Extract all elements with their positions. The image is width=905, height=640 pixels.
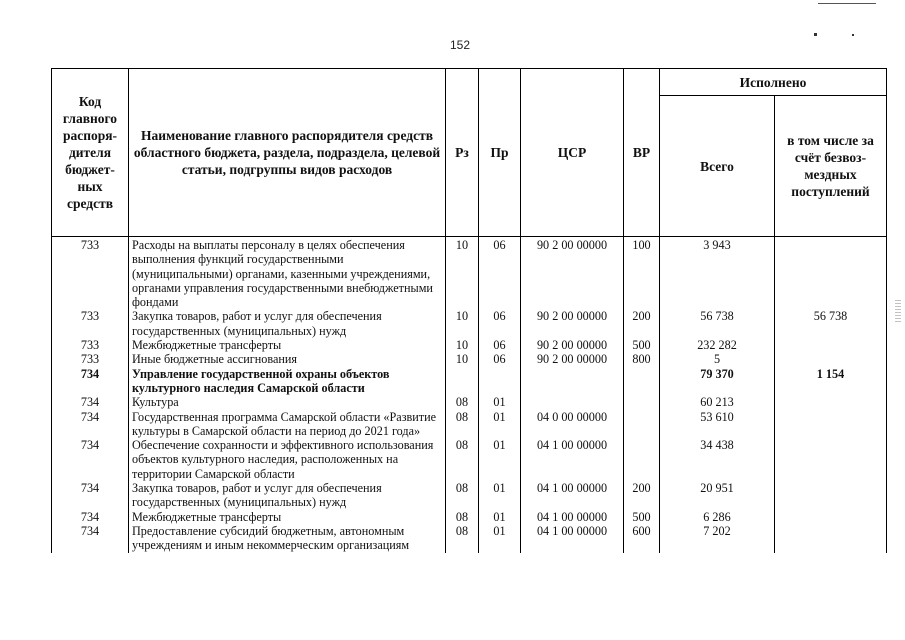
header-code: Код главного распоря-дителя бюджет-ных средств (52, 69, 129, 237)
cell-csr: 04 1 00 00000 (521, 510, 624, 524)
cell-rz (446, 367, 479, 396)
cell-csr (521, 395, 624, 409)
cell-vr: 200 (624, 481, 660, 510)
cell-rz: 10 (446, 309, 479, 338)
cell-code: 733 (52, 352, 129, 366)
cell-name: Закупка товаров, работ и услуг для обеспечения государственных (муниципальных) нужд (129, 481, 446, 510)
cell-code: 734 (52, 395, 129, 409)
cell-code: 734 (52, 481, 129, 510)
cell-csr: 90 2 00 00000 (521, 352, 624, 366)
scan-top-rule (818, 3, 876, 4)
cell-total: 7 202 (660, 524, 775, 553)
table-row (52, 237, 887, 310)
cell-csr: 90 2 00 00000 (521, 309, 624, 338)
cell-csr: 90 2 00 00000 (521, 338, 624, 352)
cell-vr: 100 (624, 237, 660, 310)
cell-pr: 01 (479, 524, 521, 553)
cell-vr (624, 367, 660, 396)
cell-code: 734 (52, 510, 129, 524)
cell-free (775, 410, 887, 439)
cell-vr (624, 410, 660, 439)
cell-total: 34 438 (660, 438, 775, 481)
cell-csr: 04 1 00 00000 (521, 438, 624, 481)
cell-vr: 500 (624, 338, 660, 352)
cell-csr: 04 0 00 00000 (521, 410, 624, 439)
cell-name: Государственная программа Самарской области «Развитие культуры в Самарской области на период до 2021 года» (129, 410, 446, 439)
cell-free: 1 154 (775, 367, 887, 396)
header-rz: Рз (446, 69, 479, 237)
cell-free (775, 395, 887, 409)
cell-rz: 08 (446, 510, 479, 524)
cell-csr: 90 2 00 00000 (521, 237, 624, 310)
cell-total: 5 (660, 352, 775, 366)
cell-free: 56 738 (775, 309, 887, 338)
cell-name: Закупка товаров, работ и услуг для обеспечения государственных (муниципальных) нужд (129, 309, 446, 338)
cell-pr: 06 (479, 237, 521, 310)
cell-name: Расходы на выплаты персоналу в целях обеспечения выполнения функций государственными (муниципальными) органами, казенными учреждениями, органами управления государственными внебюджетными фондами (129, 237, 446, 310)
cell-free (775, 524, 887, 553)
cell-total: 20 951 (660, 481, 775, 510)
cell-code: 733 (52, 338, 129, 352)
table-row (52, 510, 887, 524)
table-row (52, 367, 887, 396)
scan-edge-noise (895, 300, 901, 322)
cell-free (775, 352, 887, 366)
header-free: в том числе за счёт безвоз-мездных поступлений (775, 96, 887, 237)
cell-total: 60 213 (660, 395, 775, 409)
page-number: 152 (449, 38, 471, 52)
cell-name: Культура (129, 395, 446, 409)
cell-name: Обеспечение сохранности и эффективного использования объектов культурного наследия, расположенных на территории Самарской области (129, 438, 446, 481)
cell-code: 734 (52, 438, 129, 481)
cell-free (775, 338, 887, 352)
cell-total: 6 286 (660, 510, 775, 524)
table-row (52, 524, 887, 553)
cell-rz: 08 (446, 524, 479, 553)
cell-name: Управление государственной охраны объектов культурного наследия Самарской области (129, 367, 446, 396)
cell-csr: 04 1 00 00000 (521, 481, 624, 510)
table-row (52, 352, 887, 366)
cell-pr: 06 (479, 309, 521, 338)
cell-name: Иные бюджетные ассигнования (129, 352, 446, 366)
cell-free (775, 481, 887, 510)
cell-rz: 08 (446, 395, 479, 409)
cell-csr: 04 1 00 00000 (521, 524, 624, 553)
cell-total: 3 943 (660, 237, 775, 310)
cell-code: 734 (52, 524, 129, 553)
header-pr: Пр (479, 69, 521, 237)
cell-pr: 01 (479, 438, 521, 481)
cell-code: 733 (52, 237, 129, 310)
header-vr: ВР (624, 69, 660, 237)
cell-vr (624, 438, 660, 481)
header-csr: ЦСР (521, 69, 624, 237)
cell-rz: 08 (446, 481, 479, 510)
header-executed: Исполнено (660, 69, 887, 96)
table-row (52, 309, 887, 338)
cell-total: 232 282 (660, 338, 775, 352)
cell-code: 734 (52, 410, 129, 439)
cell-name: Межбюджетные трансферты (129, 338, 446, 352)
cell-vr: 600 (624, 524, 660, 553)
cell-free (775, 237, 887, 310)
table-row (52, 395, 887, 409)
table-row (52, 338, 887, 352)
cell-pr: 01 (479, 481, 521, 510)
table-row (52, 410, 887, 439)
cell-pr: 01 (479, 510, 521, 524)
header-name: Наименование главного распорядителя средств областного бюджета, раздела, подраздела, целевой статьи, подгруппы видов расходов (129, 69, 446, 237)
cell-pr: 01 (479, 395, 521, 409)
cell-rz: 10 (446, 237, 479, 310)
scan-mark (852, 34, 854, 36)
cell-vr: 200 (624, 309, 660, 338)
table-row (52, 481, 887, 510)
cell-pr (479, 367, 521, 396)
cell-free (775, 438, 887, 481)
cell-pr: 01 (479, 410, 521, 439)
budget-execution-table (51, 68, 887, 553)
cell-name: Предоставление субсидий бюджетным, автономным учреждениям и иным некоммерческим организациям (129, 524, 446, 553)
cell-vr: 500 (624, 510, 660, 524)
cell-rz: 10 (446, 338, 479, 352)
cell-code: 733 (52, 309, 129, 338)
cell-total: 56 738 (660, 309, 775, 338)
cell-pr: 06 (479, 352, 521, 366)
cell-rz: 08 (446, 410, 479, 439)
cell-vr: 800 (624, 352, 660, 366)
cell-rz: 10 (446, 352, 479, 366)
cell-total: 53 610 (660, 410, 775, 439)
cell-total: 79 370 (660, 367, 775, 396)
cell-pr: 06 (479, 338, 521, 352)
cell-vr (624, 395, 660, 409)
scan-mark (814, 33, 817, 36)
cell-rz: 08 (446, 438, 479, 481)
cell-name: Межбюджетные трансферты (129, 510, 446, 524)
header-total: Всего (660, 96, 775, 237)
table-row (52, 438, 887, 481)
cell-free (775, 510, 887, 524)
cell-code: 734 (52, 367, 129, 396)
cell-csr (521, 367, 624, 396)
